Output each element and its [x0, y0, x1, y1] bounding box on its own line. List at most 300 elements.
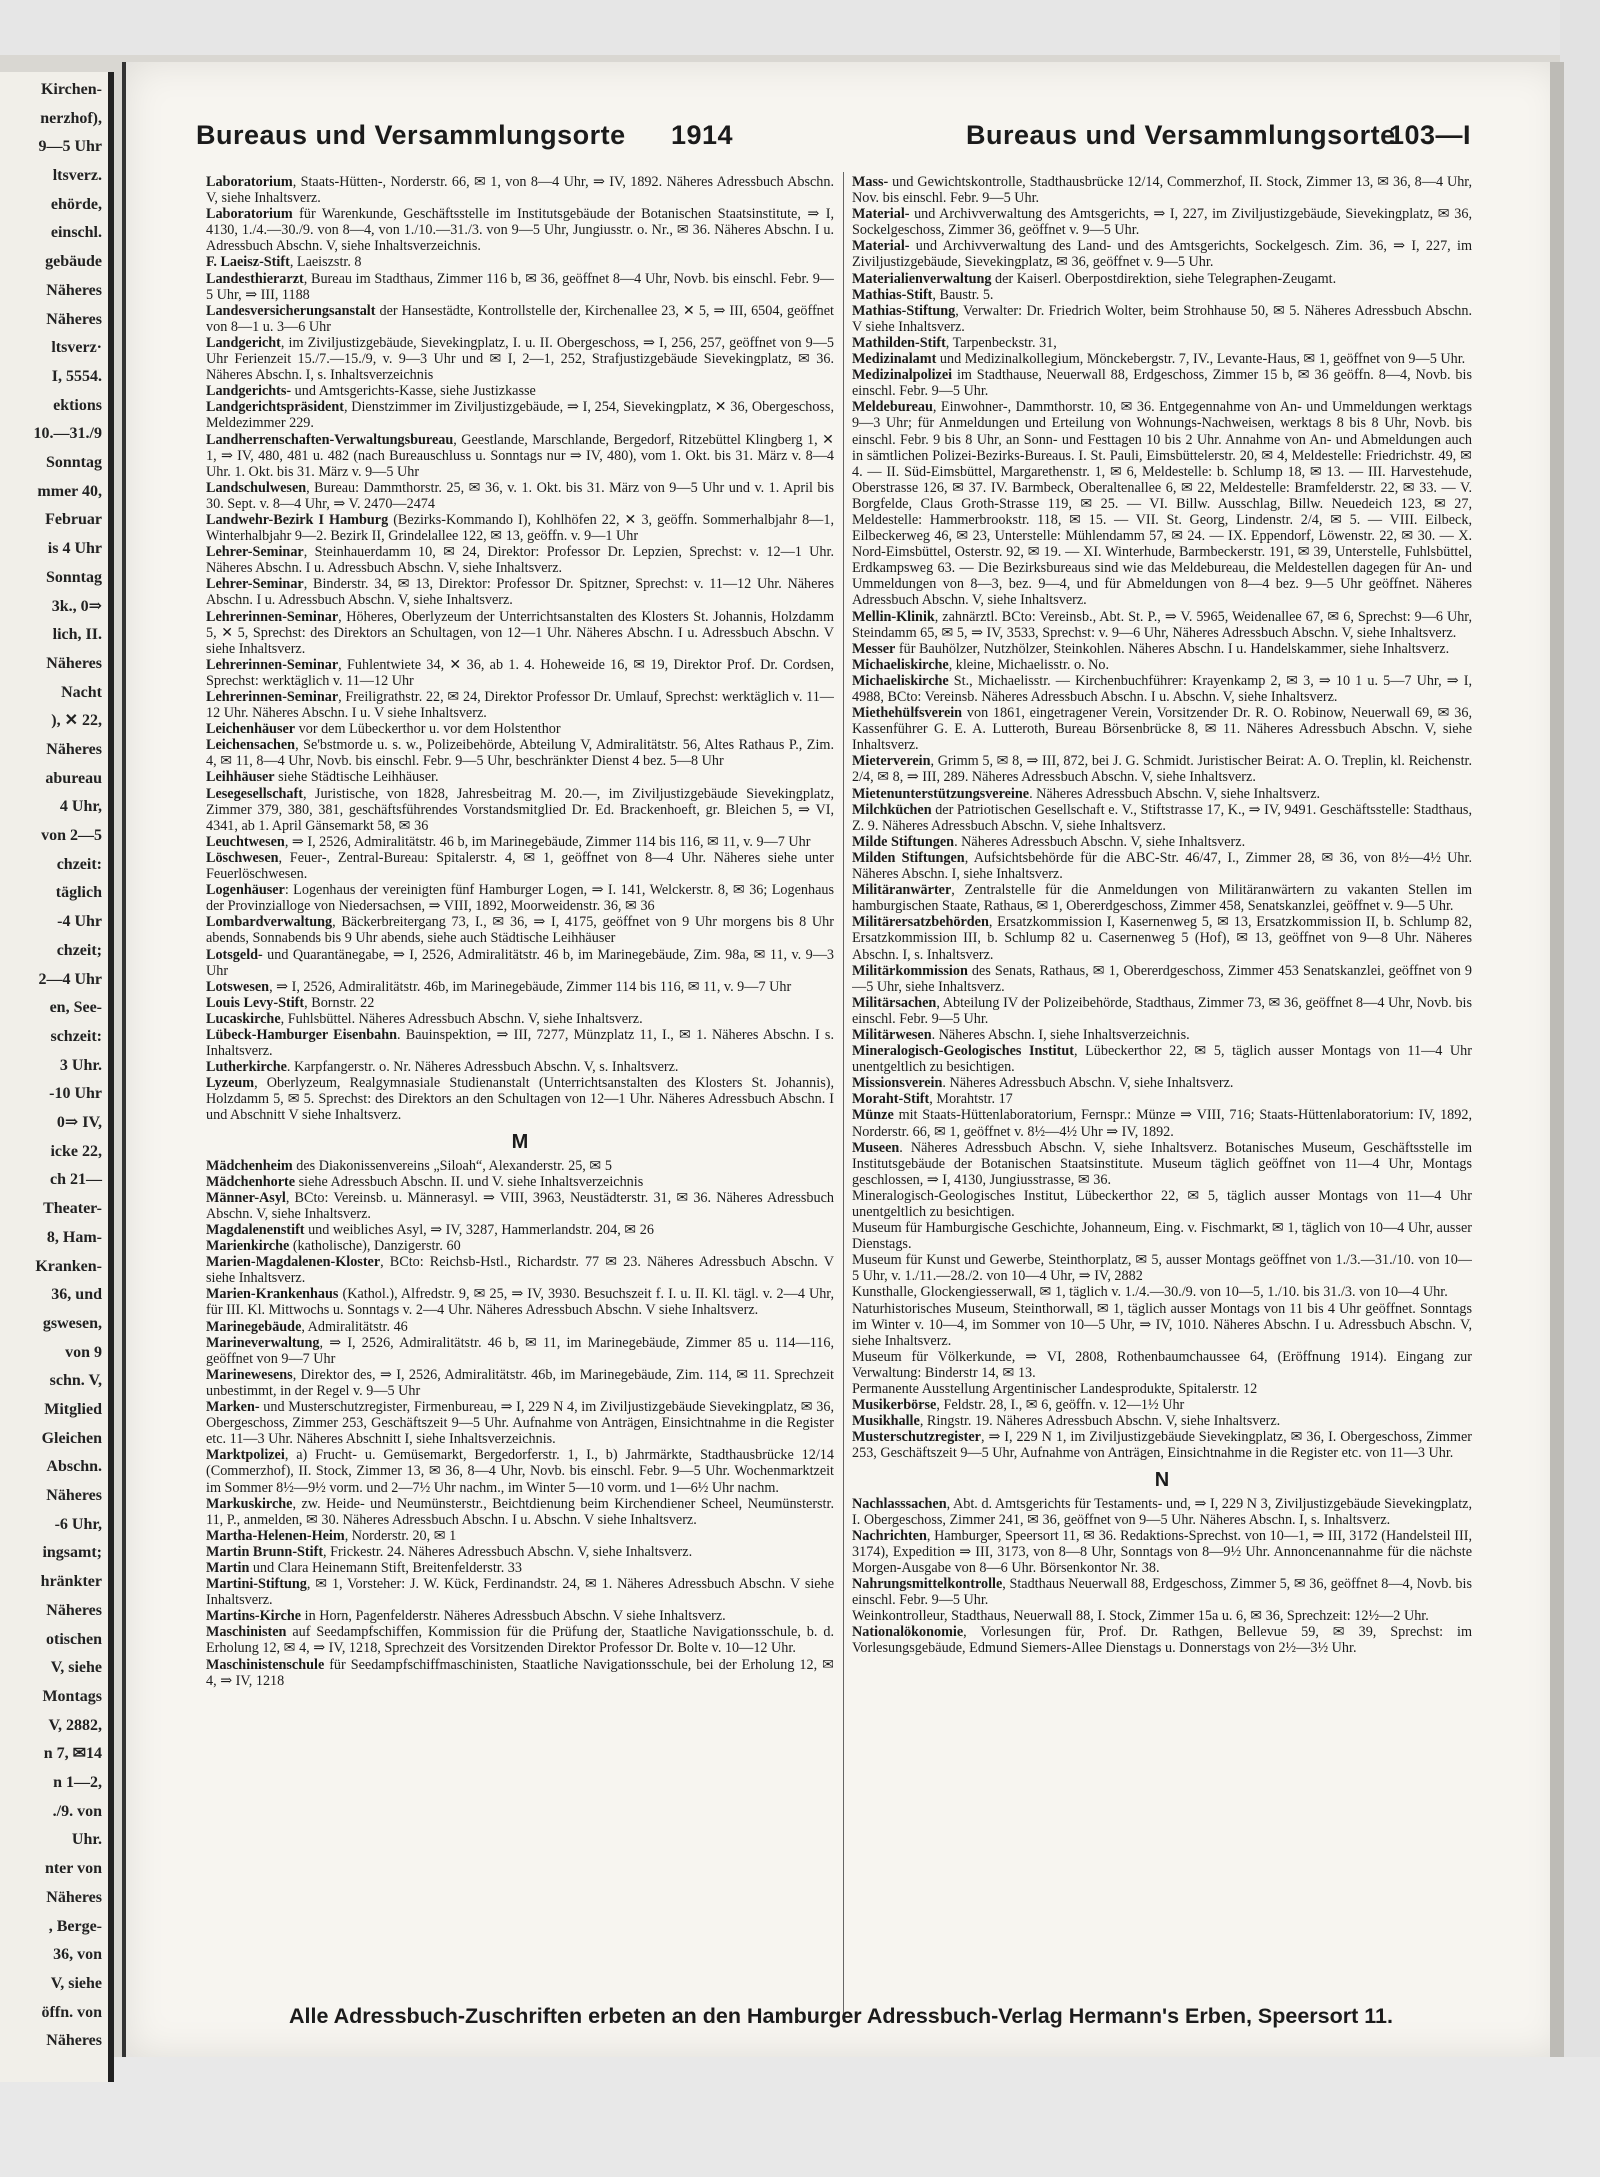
- entry-heading: Musikhalle: [852, 1413, 920, 1430]
- page-header: [196, 120, 1471, 160]
- directory-entry: [852, 802, 1472, 834]
- entry-text: , Feldstr. 28, I., ✉ 6, geöffn. v. 12—1½ Uhr: [936, 1397, 1185, 1414]
- entry-text: und Archivverwaltung des Land- und des Amtsgerichts, Sockelgesch. Zim. 36, ⇒ I, 227, im Ziviljustizgebäude, Sievekingplatz, ✉ 36, geöffnet v. 9—5 Uhr.: [852, 238, 1472, 271]
- directory-entry: [206, 335, 834, 383]
- directory-entry: [206, 174, 834, 206]
- entry-text: Kunsthalle, Glockengiesserwall, ✉ 1, täglich v. 1./4.—30./9. von 10—5, 1./10. bis 31./3. von 10—4 Uhr.: [852, 1284, 1448, 1301]
- fragment-text: öffn. von: [41, 2003, 102, 2021]
- entry-text: , Höheres, Oberlyzeum der Unterrichtsanstalten des Klosters St. Johannis, Holzdamm 5, ✕ 5, Sprechst: des Direktors an Schultagen, von 12—1 Uhr. Näheres Abschn. I u. Adressbuch Abschn. V siehe Inhaltsverz.: [206, 608, 834, 657]
- entry-text: , ⇒ I, 229 N 1, im Ziviljustizgebäude Sievekingplatz, ✉ 36, I. Obergeschoss, Zimmer 253, Geschäftszeit 9—5 Uhr, Aufnahme von Anträgen, Einsichtnahme in die Register etc. von 11—3 Uhr.: [852, 1429, 1472, 1462]
- fragment-text: chzeit;: [56, 941, 102, 959]
- entry-heading: Maschinistenschule: [206, 1656, 325, 1673]
- directory-entry: [852, 1576, 1472, 1608]
- entry-text: , BCto: Vereinsb. u. Männerasyl. ⇒ VIII, 3963, Neustädterstr. 31, ✉ 36. Näheres Adressbuch Abschn. V, siehe Inhaltsverz.: [206, 1189, 834, 1222]
- entry-text: und Archivverwaltung des Amtsgerichts, ⇒ I, 227, im Ziviljustizgebäude, Sievekingplatz, ✉ 36, Sockelgeschoss, Zimmer 36, geöffnet v. 9—5 Uhr.: [852, 206, 1472, 239]
- directory-entry: [206, 1238, 834, 1254]
- entry-heading: Medizinalpolizei: [852, 367, 953, 384]
- directory-entry: [852, 1075, 1472, 1091]
- directory-entry: [206, 1174, 834, 1190]
- entry-heading: Lehrerinnen-Seminar: [206, 656, 339, 673]
- entry-heading: Martins-Kirche: [206, 1608, 302, 1625]
- entry-heading: Lehrer-Seminar: [206, 576, 304, 593]
- entry-heading: Musterschutzregister: [852, 1429, 981, 1446]
- directory-entry: [852, 1528, 1472, 1576]
- entry-text: , im Ziviljustizgebäude, Sievekingplatz, I. u. II. Obergeschoss, ⇒ I, 256, 257, geöffnet von 9—5 Uhr Ferienzeit 15./7.—15./9, v. 9—3 Uhr und ✉ I, 2—1, 252, Strafjustizgebäude Sievekingplatz, ✉ 36. Näheres Abschn. I, s. Inhaltsverzeichnis: [206, 334, 834, 384]
- fragment-text: -4 Uhr: [57, 913, 102, 931]
- fragment-text: V, siehe: [50, 1974, 102, 1992]
- entry-heading: Mineralogisch-Geologisches Institut: [852, 1043, 1074, 1060]
- entry-heading: Medizinalamt: [852, 351, 937, 368]
- fragment-text: ./9. von: [52, 1802, 102, 1820]
- fragment-text: Sonntag: [45, 454, 102, 472]
- entry-text: , Bureau: Dammthorstr. 25, ✉ 36, v. 1. Okt. bis 31. März von 9—5 Uhr und v. 1. April bis 30. Sept. v. 8—4 Uhr, ⇒ V. 2470—2474: [206, 479, 834, 512]
- entry-text: und Quarantänegabe, ⇒ I, 2526, Admiralitätstr. 46 b, im Marinegebäude, Zim. 98a, ✉ 11, v. 9—3 Uhr: [206, 946, 834, 979]
- fragment-text: 36, von: [53, 1946, 102, 1964]
- fragment-text: abureau: [45, 769, 102, 787]
- fragment-text: -10 Uhr: [49, 1085, 102, 1103]
- directory-entry: [206, 1190, 834, 1222]
- fragment-text: Näheres: [46, 1888, 102, 1906]
- directory-entry: [206, 1011, 834, 1027]
- entry-text: , Grimm 5, ✉ 8, ⇒ III, 872, bei J. G. Schmidt. Juristischer Beirat: A. O. Treplin, kl. Reichenstr. 2/4, ✉ 8, ⇒ III, 289. Näheres Adressbuch Abschn. V, siehe Inhaltsverz.: [852, 753, 1472, 786]
- entry-text: auf Seedampfschiffen, Kommission für die Prüfung der, Staatliche Navigationsschule, b. d. Erholung 12, ✉ 4, ⇒ IV, 1218, Sprechzeit des Vorsitzenden Direktor Professor Dr. Bolte v. 10—12 Uhr.: [206, 1624, 834, 1657]
- entry-heading: Landesversicherungsanstalt: [206, 302, 376, 319]
- entry-heading: Leichenhäuser: [206, 721, 296, 738]
- directory-entry: [852, 1027, 1472, 1043]
- fragment-text: von 9: [65, 1343, 102, 1361]
- directory-entry: [852, 705, 1472, 753]
- directory-entry: [852, 1301, 1472, 1349]
- entry-text: der Kaiserl. Oberpostdirektion, siehe Telegraphen-Zeugamt.: [991, 270, 1337, 287]
- entry-heading: Martini-Stiftung: [206, 1576, 307, 1593]
- directory-entry: [206, 1335, 834, 1367]
- entry-heading: Landgerichts-: [206, 383, 292, 400]
- directory-entry: [852, 609, 1472, 641]
- entry-heading: Nachlasssachen: [852, 1495, 947, 1512]
- entry-heading: Magdalenenstift: [206, 1222, 305, 1238]
- fragment-text: gebäude: [45, 253, 102, 271]
- directory-entry: [852, 1140, 1472, 1188]
- entry-text: von 1861, eingetragener Verein, Vorsitzender Dr. R. O. Robinow, Neuerwall 69, ✉ 36, Kassenführer G. E. A. Lutteroth, Bureau Börsenbrücke 8, ✉ 11. Näheres Adressbuch Abschn. V, siehe Inhaltsverz.: [852, 705, 1472, 754]
- fragment-text: -6 Uhr,: [54, 1515, 102, 1533]
- fragment-text: Näheres: [46, 310, 102, 328]
- fragment-text: 8, Ham-: [46, 1228, 102, 1246]
- entry-heading: Münze: [852, 1107, 894, 1124]
- entry-text: . Karpfangerstr. o. Nr. Näheres Adressbuch Abschn. V, s. Inhaltsverz.: [286, 1059, 679, 1076]
- directory-entry: [852, 1252, 1472, 1284]
- directory-entry: [206, 1027, 834, 1059]
- entry-heading: Marken-: [206, 1399, 260, 1416]
- page-number: 103—I: [1388, 120, 1471, 150]
- fragment-text: schn. V,: [49, 1372, 102, 1390]
- fragment-text: otischen: [46, 1630, 102, 1648]
- entry-text: , ⇒ I, 2526, Admiralitätstr. 46 b, ✉ 11, im Marinegebäude, Zimmer 85 u. 114—116, geöffnet von 9—7 Uhr: [206, 1334, 834, 1367]
- entry-text: Museum für Völkerkunde, ⇒ VI, 2808, Rothenbaumchaussee 64, (Eröffnung 1914). Eingang zur Verwaltung: Binderstr 14, ✉ 13.: [852, 1348, 1472, 1381]
- entry-heading: Militärkommission: [852, 962, 968, 979]
- entry-heading: Museen: [852, 1139, 900, 1156]
- directory-entry: [852, 351, 1472, 367]
- directory-entry: [206, 1222, 834, 1238]
- entry-heading: Louis Levy-Stift: [206, 994, 305, 1011]
- entry-text: für Seedampfschiffmaschinisten, Staatliche Navigationsschule, bei der Erholung 12, ✉ 4, ⇒ IV, 1218: [206, 1656, 834, 1689]
- entry-text: , Aufsichtsbehörde für die ABC-Str. 46/47, I., Zimmer 28, ✉ 36, von 8½—4½ Uhr. Näheres Abschn. I, siehe Inhaltsverz.: [852, 849, 1472, 883]
- fragment-text: gswesen,: [42, 1314, 102, 1332]
- entry-heading: Michaeliskirche: [852, 656, 949, 673]
- entry-heading: Militärwesen: [852, 1026, 932, 1043]
- entry-heading: Leihhäuser: [206, 769, 275, 786]
- entry-heading: Landesthierarzt: [206, 270, 304, 287]
- fragment-text: Kirchen-: [40, 81, 102, 98]
- directory-entry: [206, 1528, 834, 1544]
- directory-entry: [852, 1091, 1472, 1107]
- entry-text: . Näheres Adressbuch Abschn. V, siehe Inhaltsverz.: [1029, 785, 1321, 802]
- fragment-text: 9—5 Uhr: [38, 138, 102, 156]
- directory-entry: [852, 174, 1472, 206]
- entry-text: , Frickestr. 24. Näheres Adressbuch Abschn. V, siehe Inhaltsverz.: [323, 1543, 693, 1560]
- directory-entry: [852, 1429, 1472, 1461]
- entry-heading: Landschulwesen: [206, 479, 307, 496]
- directory-entry: [852, 1220, 1472, 1252]
- directory-entry: [206, 303, 834, 335]
- directory-entry: [852, 641, 1472, 657]
- directory-entry: [206, 1158, 834, 1174]
- entry-text: St., Michaelisstr. — Kirchenbuchführer: Krayenkamp 2, ✉ 3, ⇒ 10 1 u. 5—7 Uhr, ⇒ I, 4988, BCto: Vereinsb. Näheres Adressbuch Abschn. I u. Abschn. V, siehe Inhaltsverz.: [852, 672, 1472, 705]
- entry-text: Permanente Ausstellung Argentinischer Landesprodukte, Spitalerstr. 12: [852, 1381, 1258, 1398]
- entry-text: , Se'bstmorde u. s. w., Polizeibehörde, Abteilung V, Admiralitätstr. 56, Altes Rathaus P., Zim. 4, ✉ 11, 8—4 Uhr, Novb. bis einschl. Febr. 9—5 Uhr, beschränkter Dienst 4 bez. 5—8 Uhr: [206, 737, 834, 770]
- fragment-text: chzeit:: [56, 855, 102, 873]
- entry-text: Museum für Kunst und Gewerbe, Steinthorplatz, ✉ 5, ausser Montags geöffnet von 1./3.—31./10. von 10—5 Uhr, v. 1./11.—28./2. von 10—4 Uhr, ⇒ IV, 2882: [852, 1252, 1472, 1285]
- entry-heading: Marinewesens: [206, 1366, 293, 1383]
- directory-entry: [852, 238, 1472, 270]
- entry-heading: Landgericht: [206, 334, 281, 351]
- directory-entry: [852, 882, 1472, 914]
- entry-heading: Martin Brunn-Stift: [206, 1543, 324, 1560]
- directory-entry: [206, 254, 834, 270]
- directory-entry: [206, 1254, 834, 1286]
- directory-entry: [852, 367, 1472, 399]
- entry-heading: Michaeliskirche: [852, 672, 949, 689]
- directory-entry: [852, 963, 1472, 995]
- entry-text: , Vorlesungen für, Prof. Dr. Rathgen, Bellevue 59, ✉ 39, Sprechst: im Vorlesungsgebäude, Edmund Siemers-Allee Dienstags u. Donnerstags von 2½—3½ Uhr.: [852, 1624, 1472, 1657]
- adjacent-page-fragment: [0, 72, 114, 2082]
- entry-text: siehe Adressbuch Abschn. II. und V. siehe Inhaltsverzeichnis: [295, 1173, 644, 1190]
- directory-entry: [206, 834, 834, 850]
- left-column: [206, 174, 834, 1994]
- entry-heading: F. Laeisz-Stift: [206, 254, 290, 271]
- directory-entry: [852, 995, 1472, 1027]
- fragment-text: 3 Uhr.: [59, 1056, 102, 1074]
- entry-text: des Diakonissenvereins „Siloah“, Alexanderstr. 25, ✉ 5: [292, 1157, 612, 1174]
- entry-text: , Norderstr. 20, ✉ 1: [344, 1527, 457, 1544]
- fragment-text: 4 Uhr,: [59, 798, 102, 816]
- fragment-text: V, siehe: [50, 1659, 102, 1677]
- fragment-text: Theater-: [43, 1200, 102, 1218]
- directory-entry: [206, 1447, 834, 1495]
- fragment-text: 0⇒ IV,: [56, 1114, 102, 1132]
- fragment-text: ), ✕ 22,: [51, 712, 102, 730]
- entry-heading: Milchküchen: [852, 801, 932, 818]
- directory-entry: [206, 512, 834, 544]
- directory-entry: [852, 657, 1472, 673]
- entry-text: , a) Frucht- u. Gemüsemarkt, Bergedorferstr. 1, I., b) Jahrmärkte, Stadthausbrücke 12/14 (Commerzhof), II. Stock, Zimmer 13, ✉ 36, 8—4 Uhr, Novb. bis einschl. Febr. 9—5 Uhr. Wochenmarktzeit im Sommer 8½—9½ vorm. und 2—7½ Uhr nachm., im Winter 5—10 vorm. und 1—6½ Uhr nachm.: [206, 1447, 834, 1496]
- entry-text: , Bäckerbreitergang 73, I., ✉ 36, ⇒ I, 4175, geöffnet von 9 Uhr morgens bis 8 Uhr abends, Sonnabends bis 9 Uhr abends, siehe auch Städtische Leihhäuser: [206, 914, 834, 947]
- entry-text: und Gewichtskontrolle, Stadthausbrücke 12/14, Commerzhof, II. Stock, Zimmer 13, ✉ 36, 8—4 Uhr, Nov. bis einschl. Febr. 9—5 Uhr.: [852, 174, 1472, 207]
- publisher-footer: Alle Adressbuch-Zuschriften erbeten an den Hamburger Adressbuch-Verlag Hermann's Erben, Speersort 11.: [289, 2004, 1393, 2028]
- fragment-text: ektions: [53, 396, 102, 414]
- fragment-text: Mitglied: [44, 1401, 102, 1418]
- entry-text: , Admiralitätstr. 46: [301, 1318, 408, 1335]
- entry-text: (Kathol.), Alfredstr. 9, ✉ 25, ⇒ IV, 3930. Besuchszeit f. I. u. II. Kl. tägl. v. 2—4 Uhr, für III. Kl. Mittwochs u. Sonntags v. 2—4 Uhr. Näheres Adressbuch Abschn. V siehe Inhaltsverz.: [206, 1286, 834, 1319]
- entry-heading: Milde Stiftungen: [852, 833, 955, 850]
- entry-heading: Laboratorium: [206, 206, 293, 223]
- entry-heading: Musikerbörse: [852, 1397, 937, 1414]
- entry-text: , BCto: Reichsb-Hstl., Richardstr. 77 ✉ 23. Näheres Adressbuch Abschn. V siehe Inhaltsverz.: [206, 1254, 834, 1287]
- directory-entry: [206, 1319, 834, 1335]
- fragment-text: Abschn.: [46, 1458, 102, 1476]
- entry-heading: Lübeck-Hamburger Eisenbahn: [206, 1026, 398, 1043]
- entry-heading: Mädchenhorte: [206, 1173, 296, 1190]
- entry-text: , zw. Heide- und Neumünsterstr., Beichtdienung beim Kirchendiener Scheel, Neumünsterstr. 11, P., anmelden, ✉ 30. Näheres Adressbuch Abschn. I u. Abschn. V siehe Inhaltsverz.: [206, 1495, 834, 1528]
- entry-text: , Abt. d. Amtsgerichts für Testaments- und, ⇒ I, 229 N 3, Ziviljustizgebäude Sievekingplatz, I. Obergeschoss, Zimmer 241, ✉ 36, geöffnet von 9—5 Uhr. Näheres Abschn. I, s. Inhaltsverz.: [852, 1495, 1472, 1528]
- entry-text: (katholische), Danzigerstr. 60: [289, 1238, 461, 1255]
- fragment-text: Montags: [42, 1687, 102, 1705]
- entry-text: , Ringstr. 19. Näheres Adressbuch Abschn. V, siehe Inhaltsverz.: [919, 1413, 1281, 1430]
- directory-entry: [206, 206, 834, 254]
- fragment-text: Februar: [45, 511, 102, 529]
- directory-entry: [852, 914, 1472, 962]
- entry-heading: Mathias-Stift: [852, 286, 933, 303]
- entry-text: , Einwohner-, Dammthorstr. 10, ✉ 36. Entgegennahme von An- und Ummeldungen werktags 9—3 Uhr; für Anmeldungen und Erteilung von Wohnungs-Nachweisen, werktags 8 bis 8 Uhr, Novb. bis einschl. Febr. 9 bis 8 Uhr, an Sonn- und Festtagen 10 bis 2 Uhr. Annahme von An- und Abmeldungen auch in sämtlichen Polizei-Bezirks-Bureaus. I. St. Pauli, Eimsbüttelerstr. 20, ✉ 4, Meldestelle: Friedrichstr. 49, ✉ 4. — II. Süd-Eimsbüttel, Margarethenstr. 1, ✉ 6, Meldestelle: b. Schlump 18, ✉ 13. — III. Harvestehude, Oberstrasse 126, ✉ 37. IV. Barmbeck, Oberaltenallee 6, ✉ 22, Meldestelle: Bramfelderstr. 22, ✉ 33. — V. Borgfelde, Claus Groth-Strasse 119, ✉ 25. — VI. Billw. Ausschlag, Billw. Neuedeich 123, ✉ 27, Meldestelle: Hammerbrookstr. 118, ✉ 15. — VII. St. Georg, Lindenstr. 2/4, ✉ 5. — VIII. Eilbeck, Eilbeckerweg 46, ✉ 23, Unterstelle: Mühlendamm 57, ✉ 24. — IX. Eppendorf, Löwenstr. 22, ✉ 30. — X. Nord-Eimsbüttel, Osterstr. 92, ✉ 19. — XI. Winterhude, Barmbeckerstr. 191, ✉ 39, Unterstelle, Fuhlsbüttel, Erdkampsweg 63. — Die Bezirksbureaus sind wie das Meldebureau, die Meldestellen dagegen für An- und Ummeldungen von 8—3, bez. 9—4, und für Abmeldungen von 8—4 bez. 9—5 Uhr geöffnet. Näheres Adressbuch Abschn. V, siehe Inhaltsverz.: [852, 399, 1472, 609]
- entry-text: siehe Städtische Leihhäuser.: [274, 769, 439, 786]
- directory-entry: [852, 753, 1472, 785]
- fragment-text: nerzhof),: [40, 109, 102, 127]
- directory-entry: [206, 1657, 834, 1689]
- entry-heading: Lombardverwaltung: [206, 914, 333, 931]
- entry-heading: Lehrerinnen-Seminar: [206, 689, 339, 705]
- entry-text: Weinkontrolleur, Stadthaus, Neuerwall 88, I. Stock, Zimmer 15a u. 6, ✉ 36, Sprechzeit: 12½—2 Uhr.: [852, 1608, 1429, 1625]
- entry-text: Naturhistorisches Museum, Steinthorwall, ✉ 1, täglich ausser Montags von 11 bis 4 Uhr geöffnet. Sonntags im Winter v. 10—4, im Sommer von 10—5 Uhr, ⇒ IV, 1010. Näheres Abschn. I u. Adressbuch Abschn. V, siehe Inhaltsverz.: [852, 1300, 1472, 1349]
- entry-text: : Logenhaus der vereinigten fünf Hamburger Logen, ⇒ I. 141, Welckerstr. 8, ✉ 36; Logenhaus der Provinzialloge von Niedersachsen, ⇒ VIII, 1892, Moorweidenstr. 36, ✉ 36: [206, 882, 834, 915]
- directory-entry: [206, 657, 834, 689]
- entry-heading: Milden Stiftungen: [852, 849, 965, 866]
- fragment-text: 10.—31./9: [33, 425, 102, 443]
- entry-text: . Näheres Adressbuch Abschn. V, siehe Inhaltsverz.: [954, 833, 1246, 850]
- header-left-title: Bureaus und Versammlungsorte: [196, 120, 626, 150]
- directory-entry: [206, 850, 834, 882]
- entry-heading: Leuchtwesen: [206, 833, 285, 850]
- entry-heading: Maschinisten: [206, 1624, 287, 1641]
- fragment-text: Näheres: [46, 1487, 102, 1505]
- fragment-text: 36, und: [51, 1286, 102, 1304]
- directory-entry: [206, 1367, 834, 1399]
- entry-text: . Bauinspektion, ⇒ III, 7277, Münzplatz 11, I., ✉ 1. Näheres Abschn. I s. Inhaltsverz.: [206, 1026, 834, 1060]
- directory-entry: [852, 287, 1472, 303]
- entry-heading: Mieterverein: [852, 753, 931, 770]
- entry-heading: Martha-Helenen-Heim: [206, 1527, 345, 1544]
- header-right-title: Bureaus und Versammlungsorte: [966, 120, 1396, 150]
- entry-text: . Näheres Adressbuch Abschn. V, siehe Inhaltsverz.: [942, 1075, 1234, 1092]
- entry-heading: Landgerichtspräsident: [206, 399, 344, 416]
- entry-text: (Bezirks-Kommando I), Kohlhöfen 22, ✕ 3, geöffn. Sommerhalbjahr 8—1, Winterhalbjahr 9—2. Bezirk II, Grindelallee 122, ✉ 13, geöffn. v. 9—1 Uhr: [206, 511, 834, 545]
- entry-text: , Dienstzimmer im Ziviljustizgebäude, ⇒ I, 254, Sievekingplatz, ✕ 36, Obergeschoss, Meldezimmer 229.: [206, 399, 834, 432]
- entry-heading: Marktpolizei: [206, 1447, 285, 1464]
- entry-text: und Clara Heinemann Stift, Breitenfelderstr. 33: [249, 1559, 522, 1576]
- entry-text: und Amtsgerichts-Kasse, siehe Justizkasse: [291, 383, 536, 400]
- directory-entry: [852, 1349, 1472, 1381]
- fragment-text: Näheres: [46, 741, 102, 758]
- directory-entry: [206, 576, 834, 608]
- directory-entry: [206, 947, 834, 979]
- entry-heading: Logenhäuser: [206, 882, 285, 899]
- entry-heading: Markuskirche: [206, 1495, 293, 1512]
- entry-text: . Näheres Adressbuch Abschn. V, siehe Inhaltsverz. Botanisches Museum, Geschäftsstelle im Institutsgebäude der Botanischen Staatsinstitute. Museum täglich geöffnet von 11—4 Uhr, Montags geschlossen, ⇒ I, 4130, Jungiusstrasse, ✉ 36.: [852, 1139, 1472, 1188]
- directory-entry: [852, 206, 1472, 238]
- entry-heading: Nationalökonomie: [852, 1624, 964, 1641]
- entry-heading: Nahrungsmittelkontrolle: [852, 1576, 1003, 1593]
- entry-text: , Binderstr. 34, ✉ 13, Direktor: Professor Dr. Spitzner, Sprechst: v. 11—12 Uhr. Näheres Abschn. I u. Adressbuch Abschn. V, siehe Inhaltsverz.: [206, 576, 834, 609]
- entry-heading: Löschwesen: [206, 849, 279, 866]
- directory-entry: [206, 1560, 834, 1576]
- fragment-text: lich, II.: [52, 626, 102, 644]
- entry-heading: Landherrenschaften-Verwaltungsbureau: [206, 431, 454, 448]
- directory-entry: [206, 609, 834, 657]
- entry-heading: Material-: [852, 206, 910, 223]
- entry-text: vor dem Lübeckerthor u. vor dem Holstenthor: [295, 721, 561, 738]
- directory-entry: [206, 480, 834, 512]
- fragment-text: ltsverz·: [51, 339, 102, 357]
- fragment-text: nter von: [44, 1860, 102, 1878]
- directory-entry: [206, 1496, 834, 1528]
- entry-heading: Mathias-Stiftung: [852, 302, 956, 319]
- directory-entry: [852, 1624, 1472, 1656]
- entry-text: , Verwalter: Dr. Friedrich Wolter, beim Strohhause 50, ✉ 5. Näheres Adressbuch Abschn. V siehe Inhaltsverz.: [852, 302, 1472, 335]
- entry-heading: Mietenunterstützungsvereine: [852, 785, 1030, 802]
- entry-heading: Lotsgeld-: [206, 946, 263, 963]
- entry-text: , ⇒ I, 2526, Admiralitätstr. 46b, im Marinegebäude, Zimmer 114 bis 116, ✉ 11, v. 9—7 Uhr: [269, 978, 792, 995]
- entry-heading: Militärsachen: [852, 994, 937, 1011]
- entry-text: des Senats, Rathaus, ✉ 1, Obererdgeschoss, Zimmer 453 Senatskanzlei, geöffnet von 9—5 Uhr, siehe Inhaltsverz.: [852, 962, 1472, 995]
- fragment-text: ehörde,: [50, 195, 102, 213]
- entry-heading: Marien-Krankenhaus: [206, 1286, 339, 1303]
- entry-text: , Fuhlsbüttel. Näheres Adressbuch Abschn. V, siehe Inhaltsverz.: [280, 1010, 643, 1027]
- fragment-text: Näheres: [46, 281, 102, 299]
- directory-entry: [206, 432, 834, 480]
- header-year: 1914: [671, 120, 734, 150]
- fragment-text: , Berge-: [48, 1917, 102, 1935]
- directory-entry: [852, 1381, 1472, 1397]
- fragment-text: ingsamt;: [42, 1544, 102, 1562]
- section-letter: N: [1154, 1468, 1170, 1491]
- entry-text: , Steinhauerdamm 10, ✉ 24, Direktor: Professor Dr. Lepzien, Sprechst: v. 12—1 Uhr. Näheres Abschn. I u. Adressbuch Abschn. V, siehe Inhaltsverz.: [206, 544, 834, 577]
- fragment-text: icke 22,: [50, 1142, 102, 1160]
- entry-text: , Abteilung IV der Polizeibehörde, Stadthaus, Zimmer 73, ✉ 36, geöffnet 8—4 Uhr, Novb. bis einschl. Febr. 9—5 Uhr.: [852, 994, 1472, 1027]
- entry-text: , Baustr. 5.: [932, 286, 994, 303]
- entry-text: Mineralogisch-Geologisches Institut, Lübeckerthor 22, ✉ 5, täglich ausser Montags von 11—4 Uhr unentgeltlich zu besichtigen.: [852, 1187, 1472, 1220]
- scan-background-bottom: [0, 2057, 1600, 2177]
- fragment-text: ltsverz.: [52, 167, 102, 185]
- entry-text: mit Staats-Hüttenlaboratorium, Fernspr.: Münze ⇒ VIII, 716; Staats-Hüttenlaboratorium: IV, 1892, Norderstr. 66, ✉ 1, geöffnet v. 8½—4½ Uhr ⇒ IV, 1892.: [852, 1107, 1472, 1140]
- fragment-text: ch 21—: [50, 1171, 102, 1189]
- entry-text: . Näheres Abschn. I, siehe Inhaltsverzeichnis.: [931, 1026, 1190, 1043]
- fragment-text: n 7, ✉14: [43, 1745, 102, 1763]
- section-letter: M: [511, 1130, 529, 1153]
- directory-entry: [852, 1043, 1472, 1075]
- directory-entry: [852, 271, 1472, 287]
- directory-entry: [852, 1496, 1472, 1528]
- entry-heading: Miethehülfsverein: [852, 705, 963, 722]
- entry-text: , Stadthaus Neuerwall 88, Erdgeschoss, Zimmer 5, ✉ 36, geöffnet 8—4, Novb. bis einschl. Febr. 9—5 Uhr.: [852, 1576, 1472, 1609]
- directory-entry: [206, 1059, 834, 1075]
- fragment-text: einschl.: [50, 224, 102, 242]
- entry-heading: Missionsverein: [852, 1075, 943, 1092]
- entry-text: , Juristische, von 1828, Jahresbeitrag M. 20.—, im Ziviljustizgebäude Sievekingplatz, Zimmer 379, 380, 381, geschäftsführendes Vorstandsmitglied Dr. Ed. Brackenhoeft, gr. Bleichen 5, ⇒ VI, 4341, ab 1. April Gänsemarkt 58, ✉ 36: [206, 785, 834, 834]
- entry-text: , Direktor des, ⇒ I, 2526, Admiralitätstr. 46b, im Marinegebäude, Zim. 114, ✉ 11. Sprechzeit unbestimmt, in der Regel v. 9—5 Uhr: [206, 1366, 834, 1399]
- entry-heading: Lehrer-Seminar: [206, 544, 304, 561]
- entry-text: , ✉ 1, Vorsteher: J. W. Kück, Ferdinandstr. 24, ✉ 1. Näheres Adressbuch Abschn. V siehe Inhaltsverz.: [206, 1576, 834, 1609]
- directory-entry: [852, 1608, 1472, 1624]
- directory-entry: [852, 1188, 1472, 1220]
- directory-entry: [206, 1286, 834, 1318]
- right-column: [852, 174, 1472, 1994]
- directory-entry: [206, 383, 834, 399]
- fragment-text: Näheres: [46, 2032, 102, 2050]
- entry-heading: Meldebureau: [852, 399, 933, 416]
- fragment-text: Kranken-: [35, 1257, 102, 1275]
- directory-entry: [206, 689, 834, 721]
- entry-text: und Medizinalkollegium, Mönckebergstr. 7, IV., Levante-Haus, ✉ 1, geöffnet von 9—5 Uhr.: [936, 351, 1466, 368]
- entry-heading: Moraht-Stift: [852, 1091, 930, 1108]
- fragment-text: Sonntag: [45, 568, 102, 586]
- directory-entry: [206, 1608, 834, 1624]
- entry-heading: Material-: [852, 238, 910, 255]
- directory-entry: [852, 303, 1472, 335]
- entry-heading: Mass-: [852, 174, 889, 190]
- fragment-text: n 1—2,: [53, 1774, 102, 1792]
- entry-text: , Geestlande, Marschlande, Bergedorf, Ritzebüttel Klingberg 1, ✕ 1, ⇒ IV, 480, 481 u. 482 (nach Bureauschluss u. Sonntags nur ⇒ IV, 480), vom 1. Okt. bis 31. März v. 8—4 Uhr. 1. Okt. bis 31. März v. 9—5 Uhr: [206, 431, 834, 480]
- scan-background-right: [1560, 0, 1600, 2177]
- directory-entry: [852, 1284, 1472, 1300]
- directory-entry: [852, 786, 1472, 802]
- fragment-text: 3k., 0⇒: [51, 597, 102, 615]
- entry-text: , Ersatzkommission I, Kasernenweg 5, ✉ 13, Ersatzkommission II, b. Schlump 82, Ersatzkommission III, b. Schlump 82 u. Casernenweg 5 (Hof), ✉ 13, geöffnet von 9—8 Uhr. Näheres Abschn. I, s. Inhaltsverz.: [852, 914, 1472, 963]
- directory-entry: [206, 769, 834, 785]
- directory-entry: [852, 834, 1472, 850]
- entry-text: , Hamburger, Speersort 11, ✉ 36. Redaktions-Sprechst. von 10—1, ⇒ III, 3172 (Handelsteil III, 3174), Expedition ⇒ III, 3173, von 8—8 Uhr, Sonntags von 8—9½ Uhr. Annoncenannahme für die nächste Morgen-Ausgabe von 8—6 Uhr. Börsenkontor Nr. 38.: [852, 1527, 1472, 1576]
- entry-heading: Messer: [852, 640, 896, 657]
- entry-heading: Militärersatzbehörden: [852, 914, 989, 931]
- entry-text: , Lübeckerthor 22, ✉ 5, täglich ausser Montags von 11—4 Uhr unentgeltlich zu besichtigen.: [852, 1043, 1472, 1076]
- directory-entry: [206, 995, 834, 1011]
- entry-text: in Horn, Pagenfelderstr. Näheres Adressbuch Abschn. V siehe Inhaltsverz.: [301, 1608, 726, 1625]
- entry-heading: Lucaskirche: [206, 1010, 281, 1027]
- directory-entry: [852, 673, 1472, 705]
- entry-text: , Staats-Hütten-, Norderstr. 66, ✉ 1, von 8—4 Uhr, ⇒ IV, 1892. Näheres Adressbuch Abschn. V, siehe Inhaltsverz.: [206, 174, 834, 207]
- directory-entry: [852, 399, 1472, 608]
- entry-heading: Mädchenheim: [206, 1157, 293, 1174]
- entry-heading: Marineverwaltung: [206, 1334, 320, 1351]
- entry-text: , kleine, Michaelisstr. o. No.: [948, 656, 1110, 673]
- directory-entry: [852, 850, 1472, 882]
- entry-heading: Mathilden-Stift: [852, 334, 946, 351]
- fragment-text: is 4 Uhr: [47, 540, 102, 558]
- directory-entry: [206, 1399, 834, 1447]
- directory-entry: [206, 721, 834, 737]
- entry-heading: Leichensachen: [206, 737, 296, 754]
- entry-text: , ⇒ I, 2526, Admiralitätstr. 46 b, im Marinegebäude, Zimmer 114 bis 116, ✉ 11, v. 9—7 Uhr: [284, 833, 811, 850]
- entry-heading: Lutherkirche: [206, 1059, 287, 1076]
- entry-text: , zahnärztl. BCto: Vereinsb., Abt. St. P., ⇒ V. 5965, Weidenallee 67, ✉ 6, Sprechst: 9—6 Uhr, Steindamm 65, ✉ 5, ⇒ IV, 3533, Sprechst: v. 9—6 Uhr, Näheres Adressbuch Abschn. V, siehe Inhaltsverz.: [852, 608, 1472, 641]
- entry-text: , Zentralstelle für die Anmeldungen von Militäranwärtern zu vakanten Stellen im hamburgischen Staate, Rathaus, ✉ 1, Obererdgeschoss, Zimmer 458, Senatskanzlei, geöffnet v. 9—5 Uhr.: [852, 882, 1472, 915]
